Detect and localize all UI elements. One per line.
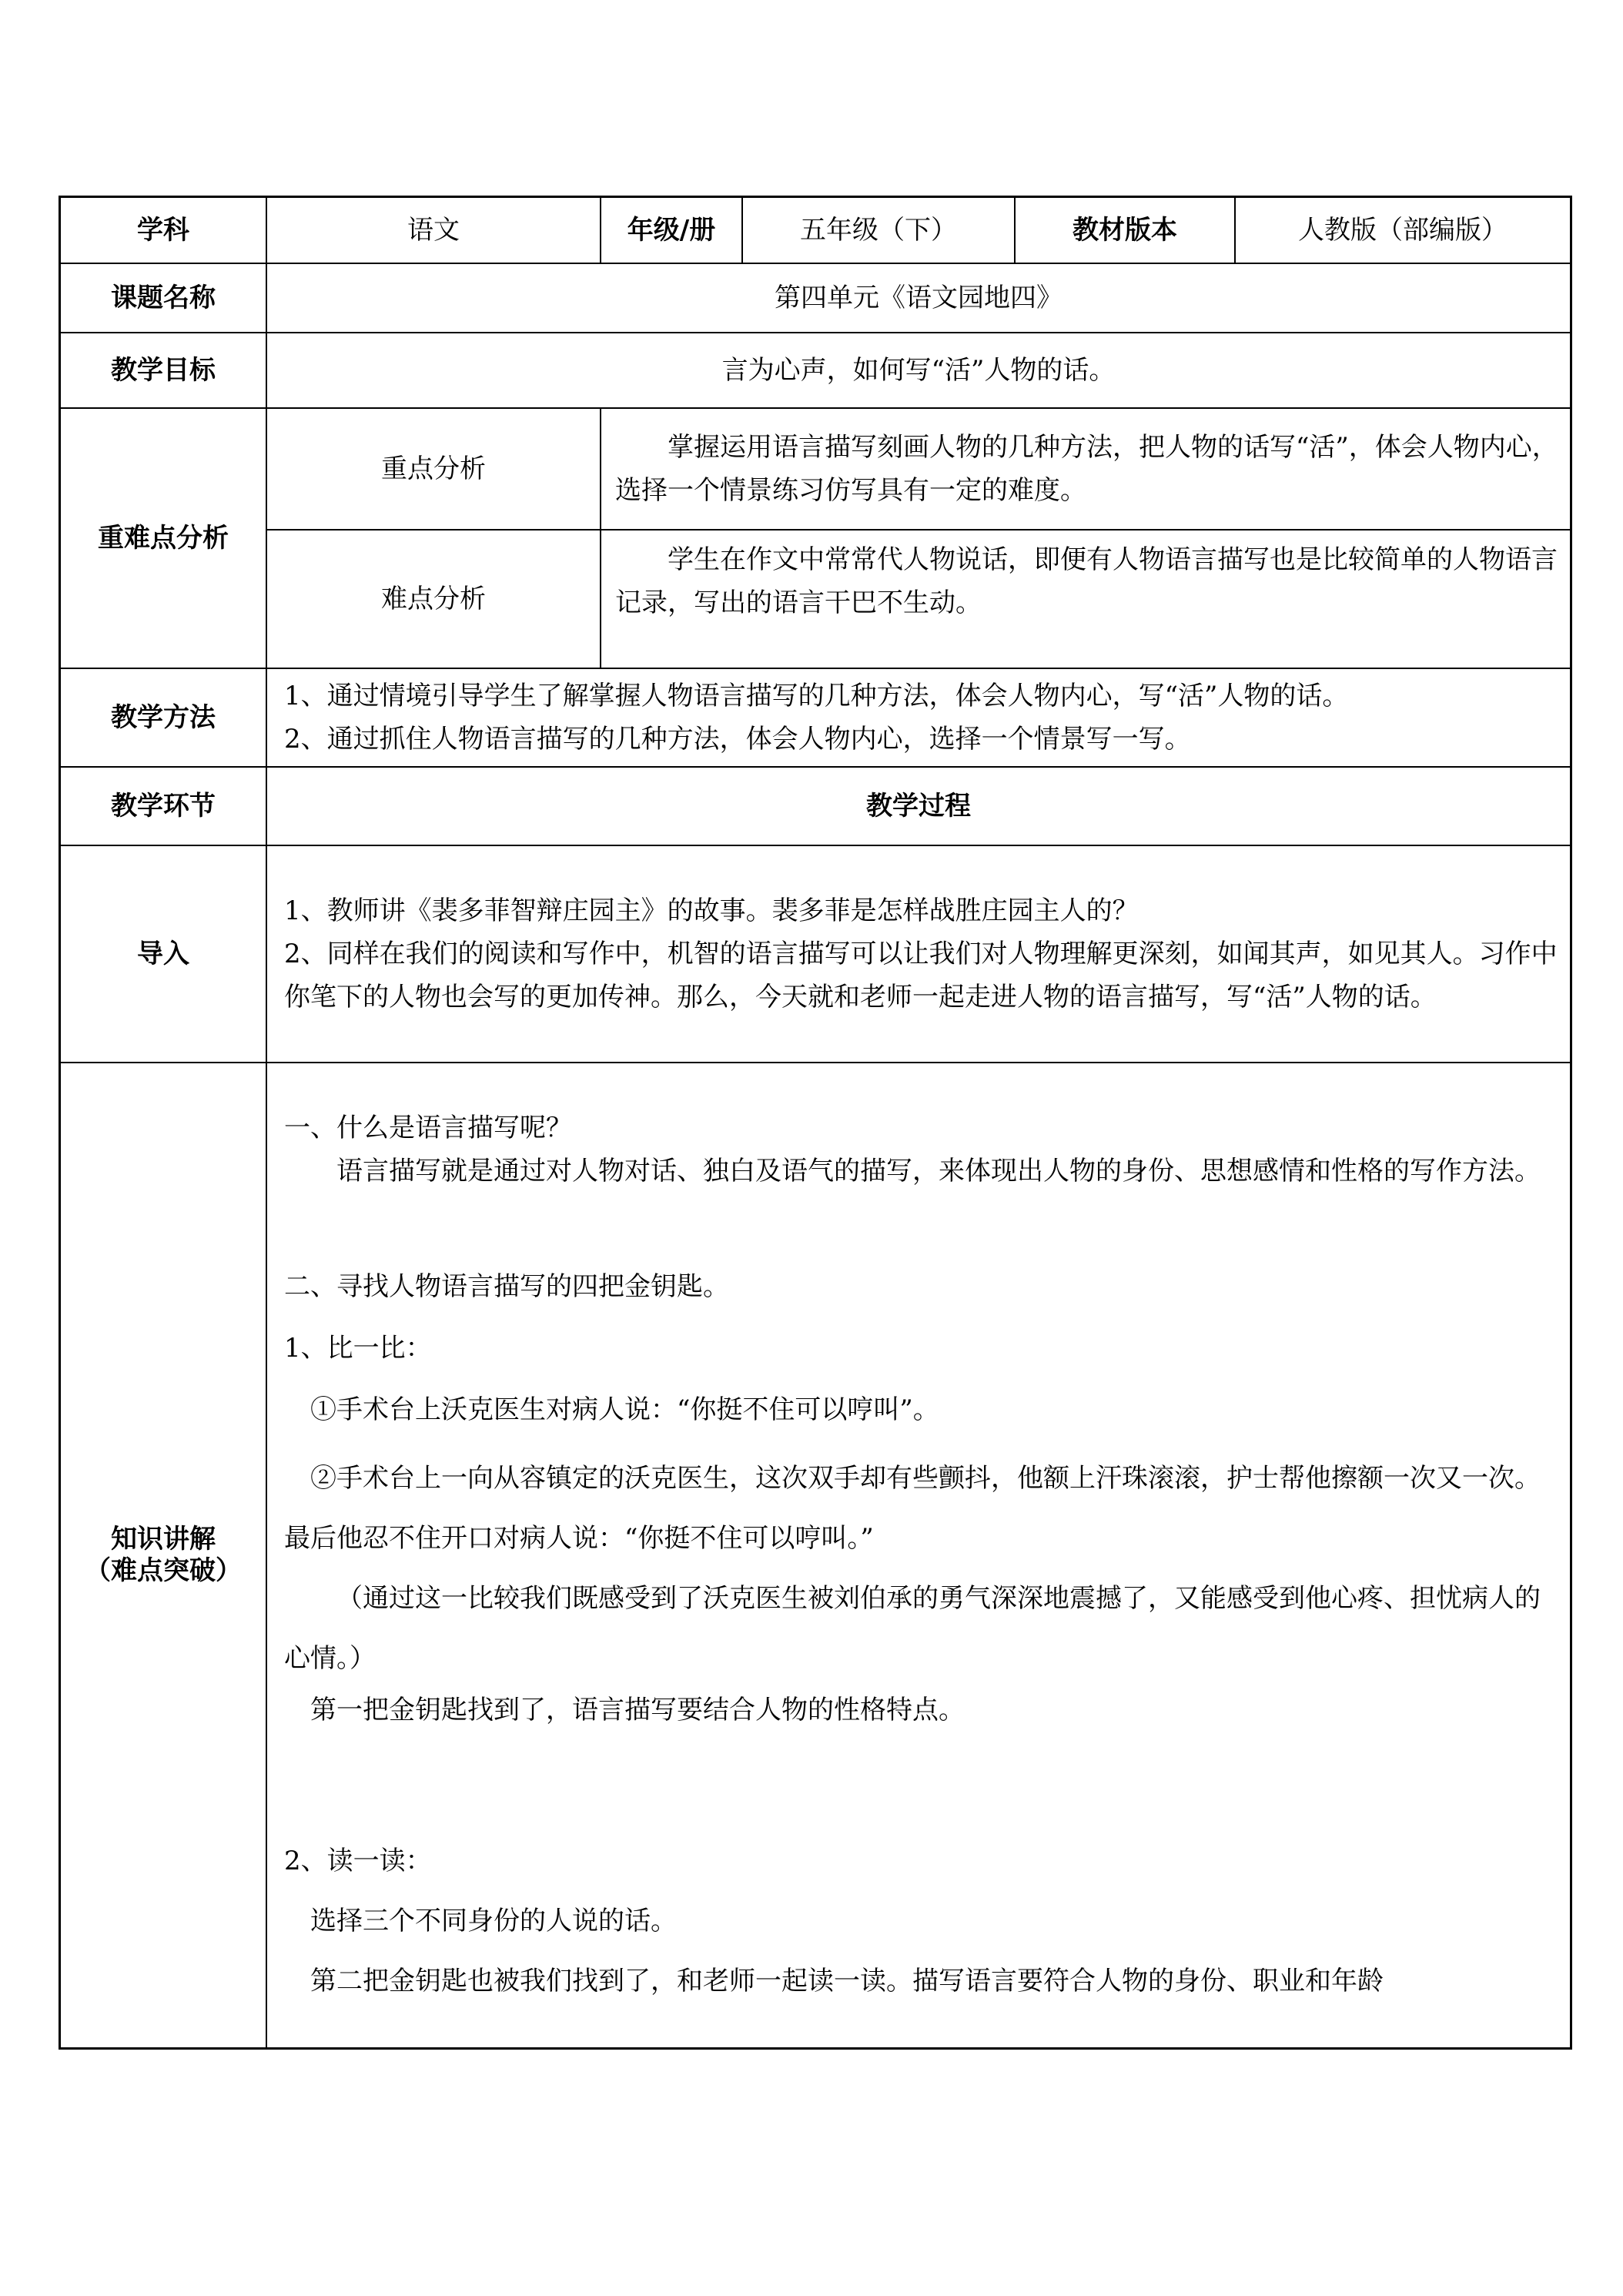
difficulty-label: 重难点分析 [61,409,267,668]
knowledge-label-line-1: 知识讲解 [111,1524,216,1555]
method-value [267,669,1570,766]
topic-label: 课题名称 [61,264,267,332]
intro-value [267,846,1570,1062]
process-step-label: 教学环节 [61,768,267,845]
intro-row [61,846,1570,1062]
knowledge-p9: 2、读一读： [284,1846,432,1876]
knowledge-label-line-2: （难点突破） [85,1555,242,1586]
process-label: 教学过程 [866,790,971,822]
key-analysis-text: 掌握运用语言描写刻画人物的几种方法，把人物的话写“活”，体会人物内心，选择一个情景练习仿写具有一定的难度。 [615,432,1558,506]
goal-label: 教学目标 [61,333,267,407]
knowledge-content [267,1063,1570,2047]
edition-label: 教材版本 [1016,198,1236,263]
hard-analysis-value [601,530,1570,668]
knowledge-p4: 1、比一比： [284,1333,432,1364]
knowledge-p11: 第二把金钥匙也被我们找到了，和老师一起读一读。描写语言要符合人物的身份、职业和年龄 [310,1966,1384,1996]
subject-value: 语文 [267,198,601,263]
topic-row [61,264,1570,332]
method-row [61,669,1570,766]
knowledge-p7: （通过这一比较我们既感受到了沃克医生被刘伯承的勇气深深地震撼了，又能感受到他心疼、担忧病人的心情。） [284,1583,1541,1674]
knowledge-p5: ①手术台上沃克医生对病人说：“你挺不住可以哼叫”。 [310,1394,939,1425]
hard-analysis-label: 难点分析 [267,530,601,668]
header-row [61,198,1570,263]
knowledge-label [61,1063,267,2047]
subject-label: 学科 [61,198,267,263]
knowledge-p2: 语言描写就是通过对人物对话、独白及语气的描写，来体现出人物的身份、思想感情和性格的写作方法。 [336,1156,1541,1186]
edition-value: 人教版（部编版） [1298,214,1508,246]
method-line-2: 2、通过抓住人物语言描写的几种方法，体会人物内心，选择一个情景写一写。 [284,724,1191,755]
knowledge-row [61,1063,1570,2047]
hard-analysis-text: 学生在作文中常常代人物说话，即便有人物语言描写也是比较简单的人物语言记录，写出的语言干巴不生动。 [615,544,1558,618]
knowledge-p1: 一、什么是语言描写呢？ [284,1113,572,1143]
knowledge-p10: 选择三个不同身份的人说的话。 [310,1906,677,1936]
knowledge-p6: ②手术台上一向从容镇定的沃克医生，这次双手却有些颤抖，他额上汗珠滚滚，护士帮他擦额一次又一次。最后他忍不住开口对病人说：“你挺不住可以哼叫。” [284,1463,1541,1554]
intro-line-2: 2、同样在我们的阅读和写作中，机智的语言描写可以让我们对人物理解更深刻，如闻其声，如见其人。习作中你笔下的人物也会写的更加传神。那么，今天就和老师一起走进人物的语言描写，写“活”人物的话。 [284,939,1558,1012]
method-label: 教学方法 [61,669,267,766]
method-line-1: 1、通过情境引导学生了解掌握人物语言描写的几种方法，体会人物内心，写“活”人物的话。 [284,681,1349,711]
intro-line-1: 1、教师讲《裴多菲智辩庄园主》的故事。裴多菲是怎样战胜庄园主人的？ [284,895,1139,926]
goal-row [61,333,1570,407]
knowledge-p8: 第一把金钥匙找到了，语言描写要结合人物的性格特点。 [310,1695,965,1725]
grade-value: 五年级（下） [743,198,1016,263]
key-analysis-label: 重点分析 [267,409,601,529]
grade-label: 年级/册 [601,198,743,263]
lesson-plan-table [59,196,1572,2050]
process-header-row [61,768,1570,845]
goal-value: 言为心声，如何写“活”人物的话。 [721,354,1116,386]
difficulty-row [61,409,1570,668]
key-analysis-value [601,409,1570,529]
intro-label: 导入 [61,846,267,1062]
topic-value: 第四单元《语文园地四》 [775,282,1062,313]
knowledge-p3: 二、寻找人物语言描写的四把金钥匙。 [284,1271,729,1302]
